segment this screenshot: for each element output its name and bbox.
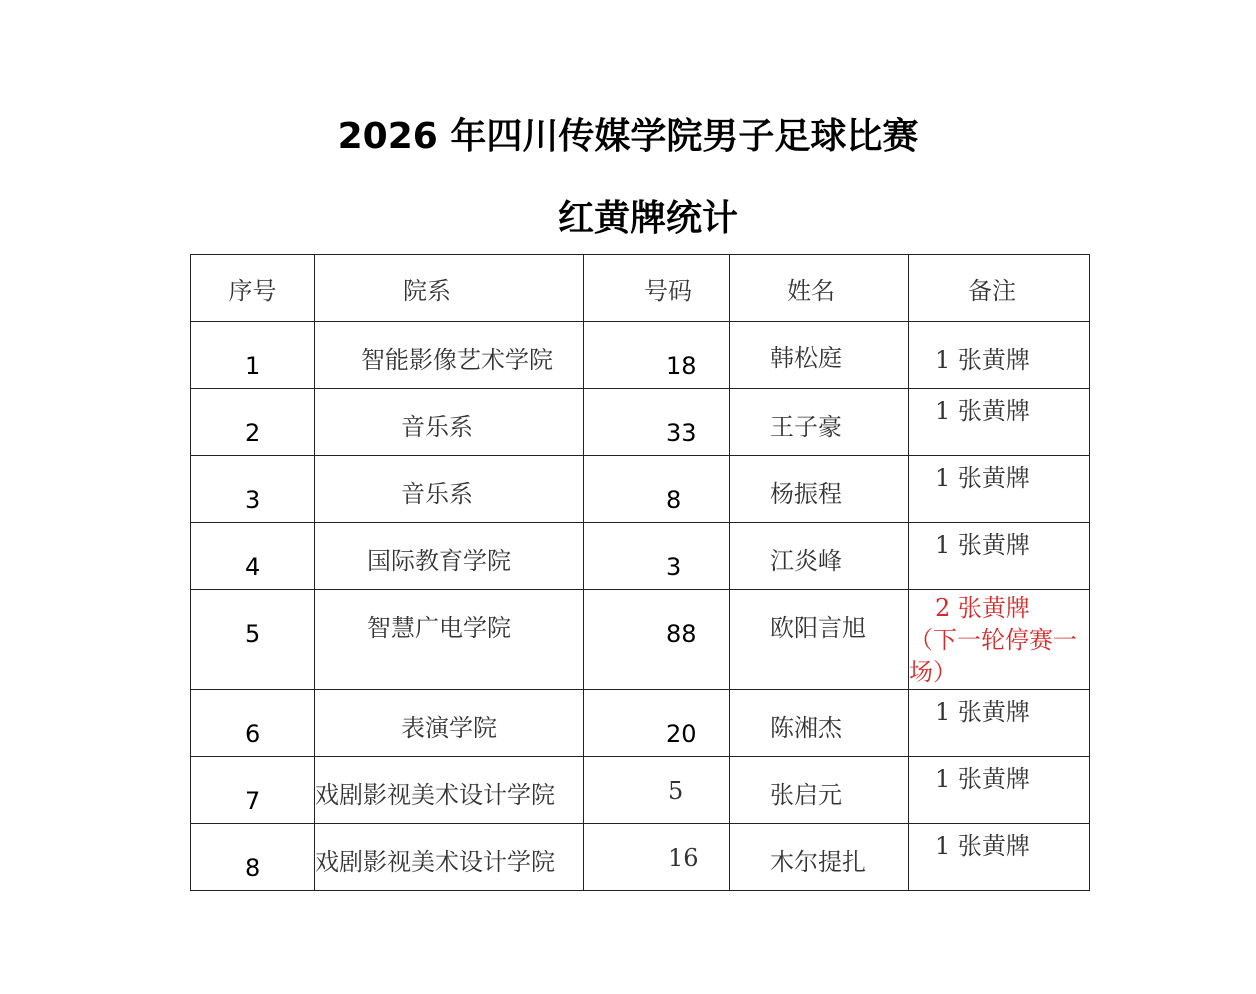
table-row	[191, 757, 1090, 824]
note-value: 1 张黄牌	[935, 765, 1030, 793]
cell-seq	[191, 322, 315, 389]
dept-value: 音乐系	[401, 413, 473, 441]
cell-seq	[191, 523, 315, 590]
number-value: 18	[666, 352, 697, 380]
cell-dept	[315, 824, 584, 891]
cell-name	[730, 322, 909, 389]
cell-dept	[315, 456, 584, 523]
header-seq: 序号	[191, 255, 315, 322]
cell-note	[909, 322, 1090, 389]
note-suspension-text: （下一轮停赛一场）	[909, 626, 1077, 686]
cell-name	[730, 590, 909, 690]
number-value: 16	[668, 844, 699, 872]
dept-value: 戏剧影视美术设计学院	[315, 781, 555, 809]
cell-number	[584, 757, 730, 824]
cell-number	[584, 690, 730, 757]
note-value: 1 张黄牌	[935, 698, 1030, 726]
number-value: 8	[666, 486, 682, 514]
cell-number	[584, 322, 730, 389]
cell-note	[909, 757, 1090, 824]
cell-name	[730, 389, 909, 456]
cell-dept	[315, 322, 584, 389]
cell-name	[730, 757, 909, 824]
name-value: 欧阳言旭	[770, 614, 866, 642]
note-value: 2 张黄牌	[935, 594, 1030, 622]
table-row	[191, 322, 1090, 389]
number-value: 20	[666, 720, 697, 748]
table-row	[191, 523, 1090, 590]
header-number: 号码	[584, 255, 730, 322]
dept-value: 表演学院	[401, 714, 497, 742]
note-value: 1 张黄牌	[935, 832, 1030, 860]
suspension-note	[909, 592, 1089, 688]
cell-name	[730, 824, 909, 891]
cell-note	[909, 456, 1090, 523]
number-value: 5	[668, 777, 684, 805]
table-row	[191, 389, 1090, 456]
cell-seq	[191, 389, 315, 456]
number-value: 88	[666, 620, 697, 648]
cell-note	[909, 824, 1090, 891]
seq-value: 2	[245, 419, 261, 447]
seq-value: 3	[245, 486, 261, 514]
cell-dept	[315, 757, 584, 824]
cell-name	[730, 690, 909, 757]
cell-seq	[191, 590, 315, 690]
note-value: 1 张黄牌	[935, 464, 1030, 492]
cell-dept	[315, 389, 584, 456]
seq-value: 5	[245, 620, 261, 648]
name-value: 王子豪	[770, 413, 842, 441]
cell-seq	[191, 690, 315, 757]
cell-number	[584, 456, 730, 523]
number-value: 3	[666, 553, 682, 581]
seq-value: 1	[245, 352, 261, 380]
name-value: 陈湘杰	[770, 714, 842, 742]
seq-value: 8	[245, 854, 261, 882]
cell-number	[584, 824, 730, 891]
cell-dept	[315, 690, 584, 757]
name-value: 江炎峰	[770, 547, 842, 575]
cell-note	[909, 690, 1090, 757]
page-subtitle: 红黄牌统计	[557, 198, 738, 239]
name-value: 木尔提扎	[770, 848, 866, 876]
cell-number	[584, 523, 730, 590]
page-title: 2026 年四川传媒学院男子足球比赛	[337, 116, 919, 157]
table-row	[191, 456, 1090, 523]
seq-value: 4	[245, 553, 261, 581]
dept-value: 智慧广电学院	[367, 614, 511, 642]
cell-number	[584, 590, 730, 690]
dept-value: 音乐系	[401, 480, 473, 508]
name-value: 韩松庭	[770, 344, 842, 372]
table-row	[191, 824, 1090, 891]
number-value: 33	[666, 419, 697, 447]
cell-name	[730, 456, 909, 523]
cell-note	[909, 389, 1090, 456]
cell-seq	[191, 824, 315, 891]
dept-value: 国际教育学院	[367, 547, 511, 575]
cell-seq	[191, 757, 315, 824]
cell-note	[909, 523, 1090, 590]
dept-value: 智能影像艺术学院	[361, 346, 553, 374]
header-dept: 院系	[315, 255, 584, 322]
header-note: 备注	[909, 255, 1090, 322]
table-row	[191, 590, 1090, 690]
cards-table	[190, 254, 1090, 891]
table-row	[191, 690, 1090, 757]
cell-name	[730, 523, 909, 590]
seq-value: 6	[245, 720, 261, 748]
cell-dept	[315, 590, 584, 690]
name-value: 张启元	[770, 781, 842, 809]
cell-note	[909, 590, 1090, 690]
note-value: 1 张黄牌	[935, 531, 1030, 559]
name-value: 杨振程	[770, 480, 842, 508]
note-value: 1 张黄牌	[935, 346, 1030, 374]
cell-number	[584, 389, 730, 456]
table-header-row	[191, 255, 1090, 322]
cell-seq	[191, 456, 315, 523]
seq-value: 7	[245, 787, 261, 815]
dept-value: 戏剧影视美术设计学院	[315, 848, 555, 876]
header-name: 姓名	[730, 255, 909, 322]
cell-dept	[315, 523, 584, 590]
note-value: 1 张黄牌	[935, 397, 1030, 425]
